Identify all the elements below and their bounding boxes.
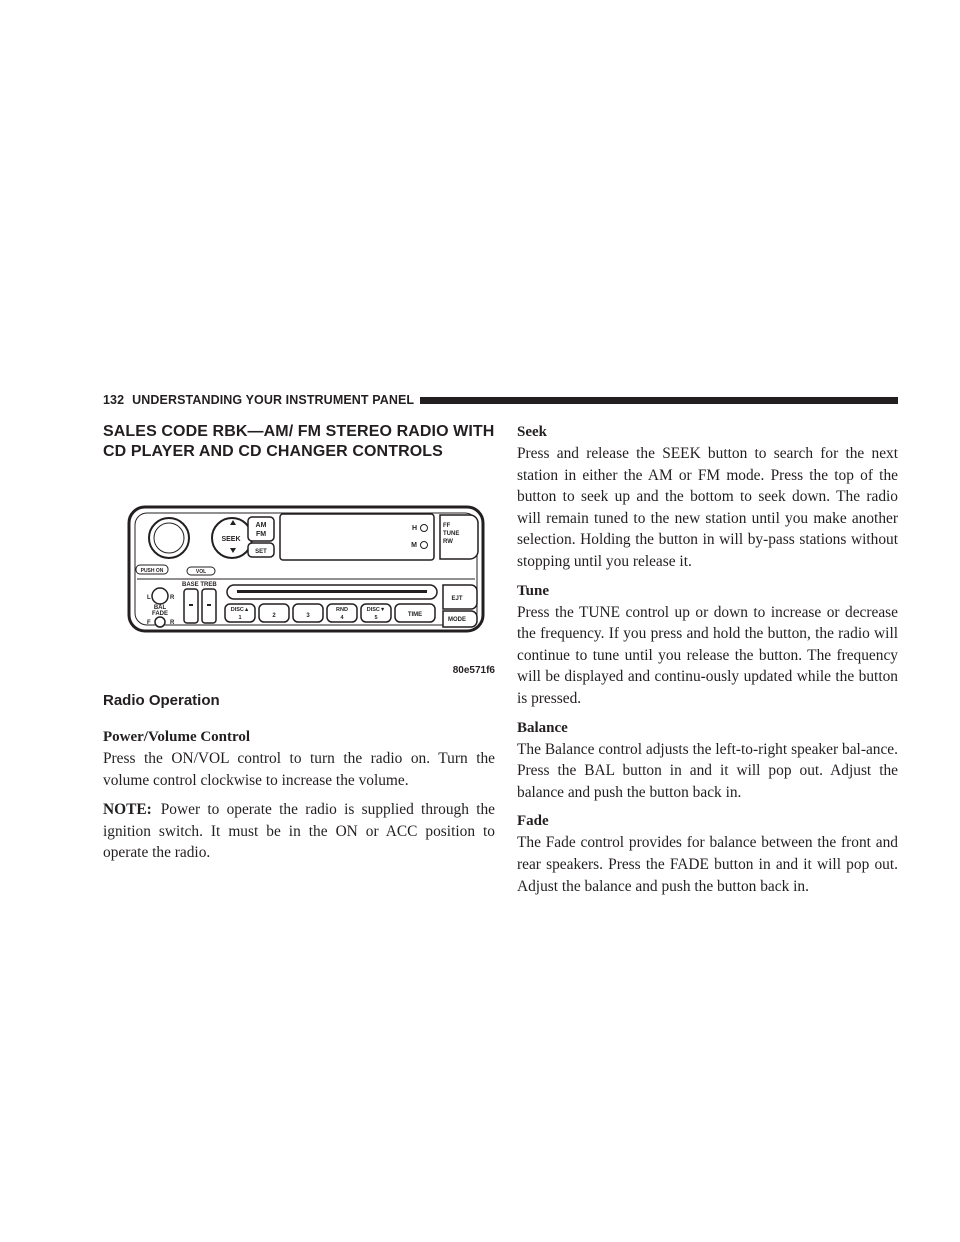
svg-text:FADE: FADE: [151, 611, 169, 617]
radio-figure: [103, 505, 495, 685]
balance-heading: Balance: [517, 719, 568, 736]
tune-heading: Tune: [517, 582, 549, 599]
svg-text:3: 3: [306, 613, 310, 619]
svg-text:DISC▲: DISC▲: [230, 607, 250, 613]
svg-text:PUSH ON: PUSH ON: [140, 568, 164, 574]
tune-text: Press the TUNE control up or down to increase or decrease the frequency. If you press and hold the button, the radio will continue to tune until you release the button. The frequency will be displayed and continu-ously updated while the button is pressed.: [517, 603, 898, 707]
running-title: UNDERSTANDING YOUR INSTRUMENT PANEL: [132, 393, 415, 407]
section-title: SALES CODE RBK—AM/ FM STEREO RADIO WITH CD PLAYER AND CD CHANGER CONTROLS: [103, 423, 495, 460]
svg-text:TIME: TIME: [407, 612, 423, 618]
svg-text:AM: AM: [255, 522, 267, 529]
svg-text:DISC▼: DISC▼: [366, 607, 386, 613]
svg-text:H: H: [411, 525, 417, 532]
note-text: Power to operate the radio is supplied through the ignition switch. It must be in the ON or ACC position to operate the radio.: [103, 801, 495, 862]
note-paragraph: [103, 799, 495, 864]
svg-text:VOL: VOL: [195, 569, 207, 575]
header-rule: [420, 397, 898, 404]
right-column: [517, 422, 898, 897]
svg-text:2: 2: [272, 613, 276, 619]
svg-text:SET: SET: [255, 549, 267, 555]
svg-text:BAL: BAL: [153, 605, 167, 611]
svg-text:1: 1: [238, 615, 242, 621]
svg-text:RW: RW: [443, 539, 453, 545]
figure-id: 80e571f6: [452, 665, 495, 676]
radio-operation-title: Radio Operation: [103, 692, 220, 709]
svg-text:TUNE: TUNE: [443, 531, 460, 537]
svg-text:5: 5: [374, 615, 378, 621]
seek-heading: Seek: [517, 424, 547, 440]
power-volume-heading: Power/Volume Control: [103, 729, 251, 745]
fade-text: The Fade control provides for balance between the front and rear speakers. Press the FADE button in and it will pop out. Adjust the balance and push the button back in.: [517, 834, 898, 895]
radio-illustration: [127, 505, 487, 635]
svg-text:EJT: EJT: [451, 596, 463, 602]
power-volume-text: Press the ON/VOL control to turn the radio on. Turn the volume control clockwise to increase the volume.: [103, 750, 495, 789]
fade-heading: Fade: [517, 813, 549, 830]
left-column: [103, 422, 495, 864]
svg-text:MODE: MODE: [448, 617, 466, 623]
balance-text: The Balance control adjusts the left-to-right speaker bal-ance. Press the BAL button in and it will pop out. Adjust the balance and push the button back in.: [517, 740, 898, 801]
note-label: NOTE:: [103, 801, 152, 819]
svg-text:SEEK: SEEK: [221, 536, 241, 543]
svg-text:FM: FM: [255, 531, 267, 538]
svg-text:R: R: [170, 620, 175, 626]
svg-text:R: R: [170, 595, 175, 601]
seek-text: Press and release the SEEK button to search for the next station in either the AM or FM mode. Press the top of the button to seek up and the bottom to seek down. The radio will remain tuned to the new station until you make another selection. Holding the button in will by-pass stations without stopping until you release it.: [517, 445, 898, 570]
svg-text:FF: FF: [443, 523, 451, 529]
svg-text:4: 4: [340, 615, 344, 621]
page-number: 132: [103, 393, 125, 407]
svg-text:M: M: [411, 542, 417, 549]
svg-text:RND: RND: [336, 607, 348, 613]
svg-text:BASE TREB: BASE TREB: [182, 582, 217, 588]
svg-text:L: L: [147, 595, 151, 601]
page-header: [103, 392, 898, 408]
svg-text:F: F: [147, 620, 151, 626]
